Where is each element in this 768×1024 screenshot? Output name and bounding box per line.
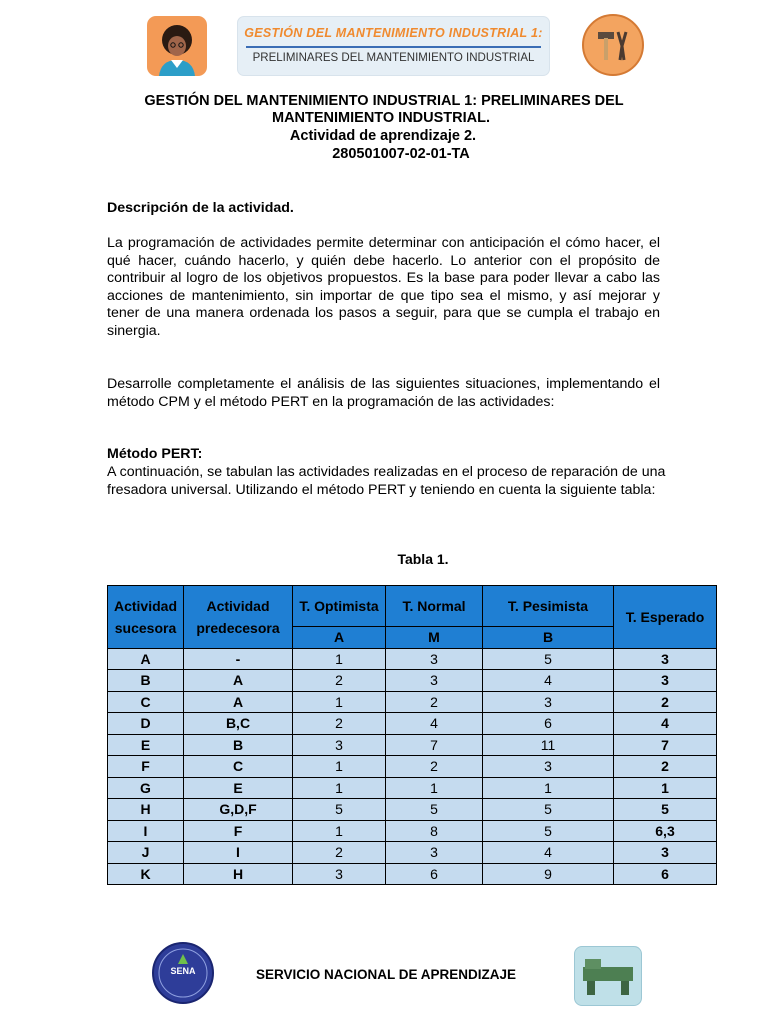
cell-normal: 2 [386,756,483,778]
cell-optimista: 1 [293,648,386,670]
cell-normal: 1 [386,777,483,799]
cell-predecesora: C [184,756,293,778]
pert-heading: Método PERT: [107,446,203,462]
table-row [108,799,717,821]
cell-optimista: 3 [293,734,386,756]
cell-sucesora: J [108,842,184,864]
cell-optimista: 3 [293,863,386,885]
document-title-line-2: MANTENIMIENTO INDUSTRIAL. [271,110,491,126]
cell-normal: 6 [386,863,483,885]
cell-normal: 7 [386,734,483,756]
student-avatar-icon [147,16,207,76]
instructions-text: Desarrolle completamente el análisis de las siguientes situaciones, implementando el método CPM y el método PERT en la programación de las actividades: [107,376,660,410]
cell-predecesora: A [184,691,293,713]
header-normal: T. Normal [386,586,483,627]
table-row [108,820,717,842]
cell-pesimista: 3 [483,691,614,713]
cell-esperado: 4 [614,713,717,735]
cell-predecesora: G,D,F [184,799,293,821]
cell-pesimista: 1 [483,777,614,799]
sena-logo [152,942,214,1004]
cell-pesimista: 5 [483,648,614,670]
cell-normal: 8 [386,820,483,842]
cell-sucesora: F [108,756,184,778]
cell-predecesora: I [184,842,293,864]
cell-esperado: 3 [614,670,717,692]
sena-logo-text: SENA [170,966,196,976]
header-sucesora: Actividad sucesora [108,586,184,649]
tools-icon [582,14,644,76]
banner-title: GESTIÓN DEL MANTENIMIENTO INDUSTRIAL 1: [244,26,543,40]
cell-pesimista: 5 [483,820,614,842]
header-a: A [293,627,386,649]
cell-predecesora: A [184,670,293,692]
table-row [108,648,717,670]
pert-description: A continuación, se tabulan las actividades realizadas en el proceso de reparación de una fresadora universal. Utilizando el método PERT y teniendo en cuenta la siguiente tabla: [107,464,666,498]
table-row [108,734,717,756]
cell-normal: 2 [386,691,483,713]
cell-optimista: 2 [293,670,386,692]
cell-sucesora: D [108,713,184,735]
cell-normal: 4 [386,713,483,735]
cell-pesimista: 11 [483,734,614,756]
cell-sucesora: G [108,777,184,799]
lathe-machine-icon [574,946,642,1006]
cell-normal: 3 [386,648,483,670]
cell-pesimista: 6 [483,713,614,735]
activity-code: 280501007-02-01-TA [332,146,470,162]
course-title-banner [237,16,550,76]
description-heading: Descripción de la actividad. [107,200,294,216]
header-b: B [483,627,614,649]
cell-pesimista: 3 [483,756,614,778]
cell-predecesora: B [184,734,293,756]
cell-sucesora: I [108,820,184,842]
cell-sucesora: C [108,691,184,713]
table-row [108,842,717,864]
table-row [108,691,717,713]
table-caption: Tabla 1. [397,551,449,567]
cell-optimista: 5 [293,799,386,821]
header-esperado: T. Esperado [614,586,717,649]
cell-optimista: 2 [293,842,386,864]
table-row [108,670,717,692]
table-row [108,756,717,778]
cell-optimista: 1 [293,820,386,842]
description-body: La programación de actividades permite determinar con anticipación el cómo hacer, el qué hacer, cuándo hacerlo, y quién debe hacerlo. Lo anterior con el propósito de contribuir al logro de los objetivos propuestos. Es la base para poder llevar a cabo las acciones de mantenimiento, sin importar de que tipo sea el mismo, y así mejorar y tener de una manera ordenada los pasos a seguir, para que se cumpla el trabajo en sinergia. [107,235,660,339]
activity-title: Actividad de aprendizaje 2. [289,128,477,144]
cell-esperado: 1 [614,777,717,799]
cell-esperado: 3 [614,648,717,670]
header-optimista: T. Optimista [293,586,386,627]
cell-pesimista: 4 [483,670,614,692]
cell-predecesora: H [184,863,293,885]
footer-text: SERVICIO NACIONAL DE APRENDIZAJE [256,967,517,982]
cell-esperado: 2 [614,691,717,713]
cell-pesimista: 9 [483,863,614,885]
cell-optimista: 2 [293,713,386,735]
header-predecesora: Actividad predecesora [184,586,293,649]
cell-esperado: 3 [614,842,717,864]
cell-normal: 5 [386,799,483,821]
cell-normal: 3 [386,842,483,864]
cell-pesimista: 5 [483,799,614,821]
footer [0,940,768,1010]
cell-predecesora: B,C [184,713,293,735]
table-row [108,777,717,799]
pert-table [107,585,717,885]
cell-predecesora: E [184,777,293,799]
header-m: M [386,627,483,649]
cell-predecesora: F [184,820,293,842]
header-banner [0,14,768,78]
cell-esperado: 6 [614,863,717,885]
cell-sucesora: E [108,734,184,756]
table-row [108,713,717,735]
banner-subtitle: PRELIMINARES DEL MANTENIMIENTO INDUSTRIAL [252,52,535,64]
cell-esperado: 2 [614,756,717,778]
cell-sucesora: K [108,863,184,885]
cell-normal: 3 [386,670,483,692]
cell-optimista: 1 [293,756,386,778]
cell-pesimista: 4 [483,842,614,864]
cell-esperado: 7 [614,734,717,756]
cell-predecesora: - [184,648,293,670]
cell-optimista: 1 [293,691,386,713]
document-title-line-1: GESTIÓN DEL MANTENIMIENTO INDUSTRIAL 1: PRELIMINARES DEL [144,93,624,109]
cell-optimista: 1 [293,777,386,799]
banner-divider [246,46,541,48]
header-pesimista: T. Pesimista [483,586,614,627]
cell-sucesora: B [108,670,184,692]
cell-sucesora: H [108,799,184,821]
table-row [108,863,717,885]
cell-sucesora: A [108,648,184,670]
cell-esperado: 5 [614,799,717,821]
cell-esperado: 6,3 [614,820,717,842]
